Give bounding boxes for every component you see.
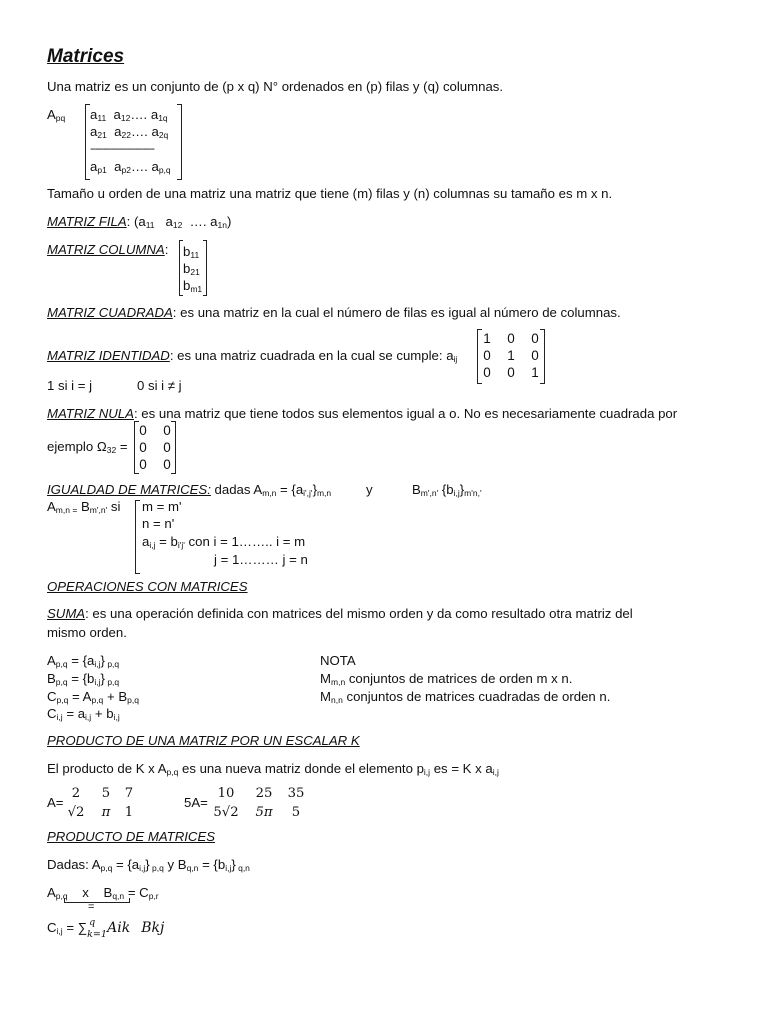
- igualdad-brace: [135, 500, 140, 574]
- igualdad-lhs: $A_{m,n =}$ $B_{m',n'}$ si: [47, 499, 121, 515]
- producto-underbrace: [64, 898, 130, 903]
- igualdad-cond-2: n = n': [142, 516, 175, 531]
- suma-text: SUMA: es una operación definida con matrices del mismo orden y da como resultado otra matriz del: [47, 606, 633, 621]
- apq-row-2: $a_{21}$ $a_{22}\dots$. $a_{2q}$: [90, 124, 169, 140]
- columna-b21: $b_{21}$: [183, 261, 200, 277]
- identidad-cell: 1: [507, 348, 515, 363]
- identidad-cell: 0: [483, 365, 491, 380]
- nota-line-1: $M_{m,n}$ conjuntos de matrices de orden m x n.: [320, 671, 573, 687]
- identidad-cell: 1: [531, 365, 539, 380]
- escalar-a-label: A=: [47, 795, 64, 810]
- escalar-5a-cell: 25: [255, 786, 273, 801]
- matriz-fila: MATRIZ FILA: ($a_{11}$ $a_{12}$ …. $a_{1n}$): [47, 214, 232, 230]
- sum-upper-limit: q: [89, 916, 96, 928]
- nula-cell: 0: [163, 457, 171, 472]
- identidad-cell: 1: [483, 331, 491, 346]
- suma-line-4: $C_{i,j} = a_{i,j} + b_{i,j}$: [47, 706, 120, 722]
- nota-line-2: $M_{n,n}$ conjuntos de matrices cuadradas de orden n.: [320, 689, 611, 705]
- suma-line-1: $A_{p,q} = \{a_{i,j}\}$ $_{p,q}$: [47, 653, 120, 669]
- escalar-5a-label: 5A=: [184, 795, 208, 810]
- matriz-identidad: MATRIZ IDENTIDAD: es una matriz cuadrada en la cual se cumple: $a_{ij}$: [47, 348, 458, 364]
- page-title: Matrices: [47, 46, 125, 67]
- apq-right-bracket: [177, 104, 182, 180]
- igualdad-heading: IGUALDAD DE MATRICES: dadas $A_{m,n} = \{a_{i',j'}\}_{m,n}$: [47, 482, 332, 498]
- aik-term: Aik: [107, 920, 131, 936]
- intro-text: Una matriz es un conjunto de (p x q) N° ordenados en (p) filas y (q) columnas.: [47, 79, 504, 94]
- escalar-text: El producto de K x $A_{p,q}$ es una nueva matriz donde el elemento $p_{i,j}$ es = K x $a_{i,j}$: [47, 761, 499, 777]
- apq-row-last: $a_{p1}$ $a_{p2}\dots$. $a_{p,q}$: [90, 159, 171, 175]
- escalar-a-cell: √2: [67, 805, 85, 820]
- suma-line-3: $C_{p,q} = A_{p,q} + B_{p,q}$: [47, 689, 139, 705]
- producto-formula: $C_{i,j}$ = ∑ q k=1 Aik Bkj: [47, 920, 164, 936]
- identidad-cell: 0: [531, 348, 539, 363]
- escalar-a-cell: π: [101, 805, 111, 820]
- identidad-cell: 0: [531, 331, 539, 346]
- escalar-a-cell: 5: [101, 786, 111, 801]
- sum-lower-limit: k=1: [87, 928, 107, 940]
- igualdad-cond-1: m = m': [142, 499, 182, 514]
- identidad-cell: 0: [507, 331, 515, 346]
- escalar-a-cell: 2: [71, 786, 81, 801]
- suma-line-2: $B_{p,q} = \{b_{i,j}\}$ $_{p,q}$: [47, 671, 120, 687]
- matriz-cuadrada: MATRIZ CUADRADA: es una matriz en la cual el número de filas es igual al número de columnas.: [47, 305, 621, 320]
- matriz-columna-label: MATRIZ COLUMNA:: [47, 242, 169, 257]
- bkj-term: Bkj: [141, 920, 165, 936]
- identidad-cond-1: 1 si i = j: [47, 378, 93, 393]
- apq-label: $A_{pq}$: [47, 107, 66, 123]
- igualdad-y: y: [366, 482, 373, 497]
- operaciones-heading: OPERACIONES CON MATRICES: [47, 579, 248, 594]
- escalar-5a-cell: 5√2: [213, 805, 239, 820]
- nula-cell: 0: [163, 440, 171, 455]
- producto-dadas: Dadas: $A_{p,q} = \{a_{i,j}\}$ $_{p,q}$ y $B_{q,n} = \{b_{i,j}\}$ $_{q,n}$: [47, 857, 250, 873]
- producto-eq-mark: =: [88, 901, 95, 913]
- tamano-text: Tamaño u orden de una matriz una matriz que tiene (m) filas y (n) columnas su tamaño es m x n.: [47, 186, 613, 201]
- nula-cell: 0: [139, 440, 147, 455]
- nula-cell: 0: [139, 457, 147, 472]
- igualdad-b: $B_{m',n'}$ $\{b_{i,j}\}_{m'n,'}$: [412, 482, 482, 498]
- escalar-5a-cell: 5: [291, 805, 301, 820]
- nula-ejemplo: ejemplo $\Omega_{32}$ =: [47, 439, 128, 455]
- producto-line: $A_{p,q}$ x $B_{q,n} = C_{p,r}$: [47, 885, 159, 901]
- nula-cell: 0: [163, 423, 171, 438]
- escalar-a-cell: 7: [124, 786, 134, 801]
- columna-bm1: $b_{m1}$: [183, 278, 203, 294]
- igualdad-cond-3: $a_{i,j} = b_{i'j'}$ con i = 1…….. i = m: [142, 534, 306, 550]
- apq-dashes: ------------------------: [90, 143, 154, 155]
- escalar-heading: PRODUCTO DE UNA MATRIZ POR UN ESCALAR K: [47, 733, 360, 748]
- columna-right-bracket: [203, 240, 207, 296]
- identidad-cond-2: 0 si i ≠ j: [137, 378, 182, 393]
- escalar-5a-cell: 10: [217, 786, 235, 801]
- nota-label: NOTA: [320, 653, 356, 668]
- escalar-5a-cell: 35: [287, 786, 305, 801]
- matriz-nula: MATRIZ NULA: es una matriz que tiene todos sus elementos igual a o. No es necesariamente cuadrada por: [47, 406, 678, 421]
- igualdad-cond-4: j = 1……… j = n: [214, 552, 308, 567]
- suma-text-2: mismo orden.: [47, 625, 127, 640]
- identidad-cell: 0: [483, 348, 491, 363]
- escalar-5a-cell: 5π: [255, 805, 273, 820]
- nula-cell: 0: [139, 423, 147, 438]
- apq-row-1: $a_{11}$ $a_{12}\dots$. $a_{1q}$: [90, 107, 168, 123]
- columna-b11: $b_{11}$: [183, 244, 200, 260]
- escalar-a-cell: 1: [124, 805, 134, 820]
- identidad-cell: 0: [507, 365, 515, 380]
- producto-heading: PRODUCTO DE MATRICES: [47, 829, 216, 844]
